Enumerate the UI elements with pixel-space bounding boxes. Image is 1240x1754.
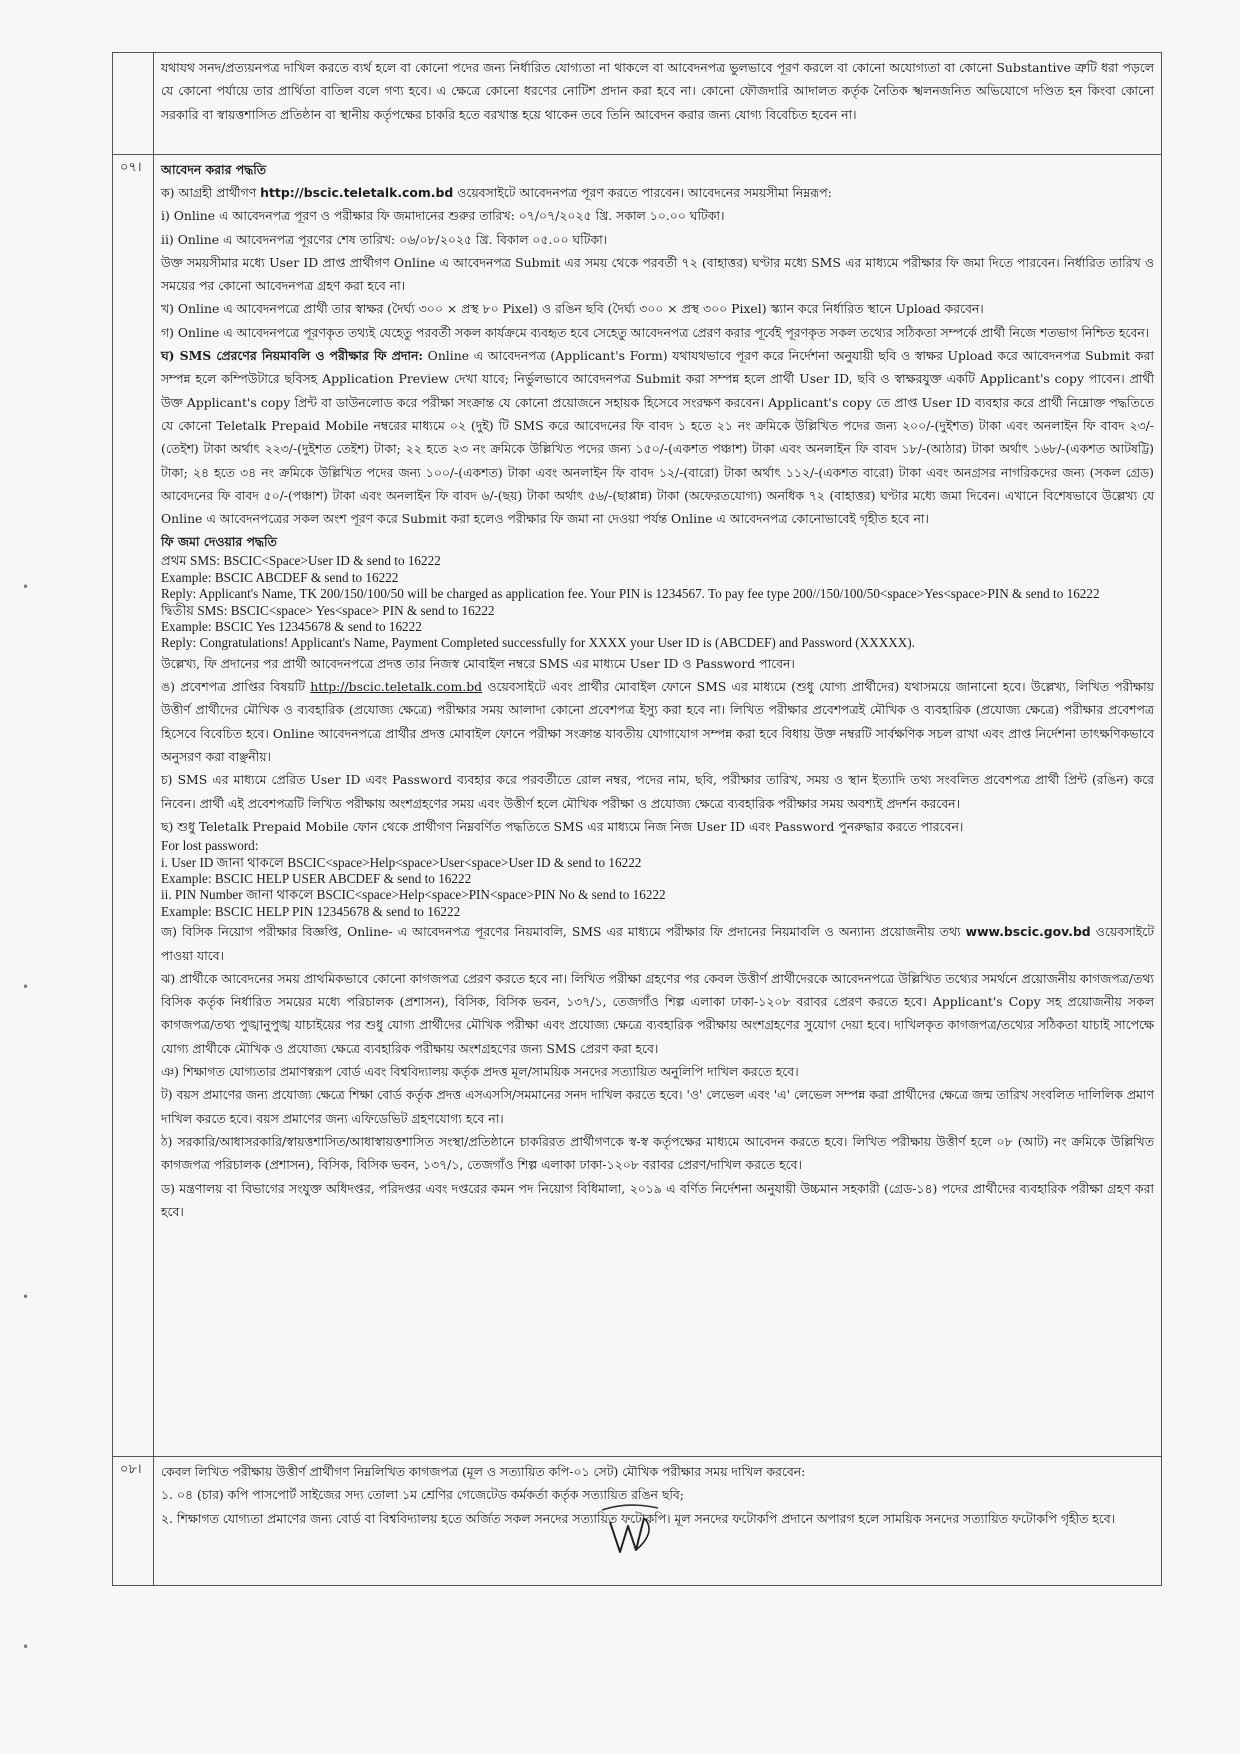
documents-intro: কেবল লিখিত পরীক্ষায় উত্তীর্ণ প্রার্থীগণ নিম্নলিখিত কাগজপত্র (মূল ও সত্যায়িত কপি-০১ সেট) মৌখিক পরীক্ষার সময় দাখিল করবেন: <box>161 1464 806 1479</box>
clause-gha <box>161 344 1154 530</box>
content-cell <box>154 53 1162 155</box>
margin-dot: • <box>22 980 30 994</box>
clause-ta: ট) বয়স প্রমাণের জন্য প্রযোজ্য ক্ষেত্রে শিক্ষা বোর্ড কর্তৃক প্রদত্ত এসএসসি/সমমানের সনদ দাখিল করতে হবে। 'ও' লেভেল এবং 'এ' লেভেল সম্পন্ন করা প্রার্থীদের ক্ষেত্রে জন্ম তারিখ সংবলিত দালিলিক প্রমাণ দাখিল করতে হবে। বয়স প্রমাণের জন্য এফিডেভিট গ্রহণযোগ্য হবে না। <box>161 1087 1154 1126</box>
margin-dot: • <box>22 1290 30 1304</box>
sms1-example: Example: BSCIC ABCDEF & send to 16222 <box>161 569 399 585</box>
password-note: উল্লেখ্য, ফি প্রদানের পর প্রার্থী আবেদনপত্রে প্রদত্ত তার নিজস্ব মোবাইল নম্বরে SMS এর মাধ্যমে User ID ও Password পাবেন। <box>161 655 795 671</box>
deadline-note: উক্ত সময়সীমার মধ্যে User ID প্রাপ্ত প্রার্থীগণ Online এ আবেদনপত্র Submit এর সময় থেকে পরবর্তী ৭২ (বাহাত্তর) ঘণ্টার মধ্যে SMS এর মাধ্যমে পরীক্ষার ফি জমা দিতে পারবেন। নির্ধারিত তারিখ ও সময়ের পর কোনো আবেদনপত্র গ্রহণ করা হবে না। <box>161 254 1154 294</box>
lost-password-title: For lost password: <box>161 838 259 854</box>
table-row <box>113 53 1162 155</box>
clause-ja <box>161 920 1154 967</box>
clause-text: ওয়েবসাইটে এবং প্রার্থীর মোবাইল ফোনে SMS এর মাধ্যমে (শুধু যোগ্য প্রার্থীদের) যথাসময়ে জানানো হবে। উল্লেখ্য, লিখিত পরীক্ষায় উত্তীর্ণ প্রার্থীদের মৌখিক ও ব্যবহারিক (প্রযোজ্য ক্ষেত্রে) পরীক্ষার সময় আলাদা কোনো প্রবেশপত্র ইস্যু করা হবে না। লিখিত পরীক্ষার প্রবেশপত্রই মৌখিক ও ব্যবহারিক (প্রযোজ্য ক্ষেত্রে) পরীক্ষার প্রবেশপত্র হিসেবে বিবেচিত হবে। Online আবেদনপত্রে প্রার্থীর প্রদত্ত মোবাইল ফোনে পরীক্ষা সংক্রান্ত যাবতীয় যোগাযোগ সম্পন্ন করা হবে বিধায় উক্ত নম্বরটি সার্বক্ষণিক সচল রাখা এবং প্রাপ্ত নির্দেশনা তাৎক্ষণিকভাবে অনুসরণ করা বাঞ্ছনীয়। <box>161 679 1154 765</box>
lost-user-id-example: Example: BSCIC HELP USER ABCDEF & send to 16222 <box>161 871 472 887</box>
section-number: ০৮। <box>113 1457 154 1586</box>
sms1-line <box>161 553 1154 569</box>
website-link[interactable]: http://bscic.teletalk.com.bd <box>260 185 454 200</box>
section-number: ০৭। <box>113 155 154 1457</box>
clause-title: ঘ) SMS প্রেরণের নিয়মাবলি ও পরীক্ষার ফি প্রদান: <box>161 348 423 364</box>
sms-format: SMS: BSCIC<Space>User ID & send to 16222 <box>190 553 441 569</box>
clause-text: ওয়েবসাইটে পাওয়া যাবে। <box>161 924 1154 963</box>
lost-user-id-line <box>161 855 1154 871</box>
sms2-reply: Reply: Congratulations! Applicant's Name, Payment Completed successfully for XXXX your User ID is (ABCDEF) and Password (XXXXX). <box>161 635 915 651</box>
clause-nya: ঞ) শিক্ষাগত যোগ্যতার প্রমাণস্বরূপ বোর্ড এবং বিশ্ববিদ্যালয় কর্তৃক প্রদত্ত মূল/সাময়িক সনদের সত্যায়িত অনুলিপি দাখিল করতে হবে। <box>161 1064 799 1080</box>
clause-text: ওয়েবসাইটে আবেদনপত্র পূরণ করতে পারবেন। আবেদনের সময়সীমা নিম্নরূপ: <box>457 185 832 200</box>
sms-ordinal: প্রথম <box>161 553 187 569</box>
lost-pin-example: Example: BSCIC HELP PIN 12345678 & send to 16222 <box>161 903 461 919</box>
clause-text: Online এ আবেদনপত্র (Applicant's Form) যথাযথভাবে পূরণ করে নির্দেশনা অনুযায়ী ছবি ও স্বাক্ষর Upload করে আবেদনপত্র Submit করা সম্পন্ন হলে কম্পিউটারে ছবিসহ Application Preview দেখা যাবে; নির্ভুলভাবে আবেদনপত্র Submit করা সম্পন্ন হলে প্রার্থী User ID, ছবি ও স্বাক্ষরযুক্ত একটি Applicant's copy পাবেন। প্রার্থী উক্ত Applicant's copy প্রিন্ট বা ডাউনলোড করে পরীক্ষা সংক্রান্ত যে কোনো প্রয়োজনে সহায়ক হিসেবে সংরক্ষণ করবেন। Applicant's copy তে প্রাপ্ত User ID ব্যবহার করে প্রার্থী নিম্নোক্ত পদ্ধতিতে যে কোনো Teletalk Prepaid Mobile নম্বরের মাধ্যমে ০২ (দুই) টি SMS করে আবেদনের ফি বাবদ ১ হতে ২১ নং ক্রমিকে উল্লিখিত পদের জন্য ২০০/-(দুইশত) টাকা এবং অনলাইন ফি বাবদ ২৩/-(তেইশ) টাকা অর্থাৎ ২২৩/-(দুইশত তেইশ) টাকা; ২২ হতে ২৩ নং ক্রমিকে উল্লিখিত পদের জন্য ১৫০/-(একশত পঞ্চাশ) টাকা এবং অনলাইন ফি বাবদ ১৮/-(আঠার) টাকা অর্থাৎ ১৬৮/-(একশত আটষট্টি) টাকা; ২৪ হতে ৩৪ নং ক্রমিকে উল্লিখিত পদের জন্য ১০০/-(একশত) টাকা এবং অনলাইন ফি বাবদ ১২/-(বারো) টাকা অর্থাৎ ১১২/-(একশত বারো) টাকা এবং অনগ্রসর নাগরিকদের জন্য (সকল গ্রেড) আবেদনের ফি বাবদ ৫০/-(পঞ্চাশ) টাকা এবং অনলাইন ফি বাবদ ৬/-(ছয়) টাকা অর্থাৎ ৫৬/-(ছাপ্পান্ন) টাকা (অফেরতযোগ্য) অনধিক ৭২ (বাহাত্তর) ঘণ্টার মধ্যে জমা দিবেন। এখানে বিশেষভাবে উল্লেখ্য যে Online এ আবেদনপত্রের সকল অংশ পূরণ করে Submit করা হলেও পরীক্ষার ফি জমা না দেওয়া পর্যন্ত Online এ আবেদনপত্র কোনোভাবেই গৃহীত হবে না। <box>161 348 1154 527</box>
sms-ordinal: দ্বিতীয় <box>161 602 195 618</box>
sms-format: BSCIC<space>Help<space>User<space>User ID & send to 16222 <box>287 854 642 870</box>
sms2-example: Example: BSCIC Yes 12345678 & send to 16222 <box>161 619 422 635</box>
lost-item-condition: জানা থাকলে <box>216 854 285 870</box>
documents-item: ২. শিক্ষাগত যোগ্যতা প্রমাণের জন্য বোর্ড বা বিশ্ববিদ্যালয় হতে অর্জিত সকল সনদের সত্যায়িত ফটোকপি। মূল সনদের ফটোকপি প্রদানে অপারগ হলে সাময়িক সনদের সত্যায়িত ফটোকপি গৃহীত হবে। <box>161 1510 1116 1526</box>
clause-uma <box>161 675 1154 768</box>
start-date-line: i) Online এ আবেদনপত্র পূরণ ও পরীক্ষার ফি জমাদানের শুরুর তারিখ: ০৭/০৭/২০২৫ খ্রি. সকাল ১০.০০ ঘটিকা। <box>161 208 725 224</box>
clause-jha: ঝ) প্রার্থীকে আবেদনের সময় প্রাথমিকভাবে কোনো কাগজপত্র প্রেরণ করতে হবে না। লিখিত পরীক্ষা গ্রহণের পর কেবল উত্তীর্ণ প্রার্থীদেরকে আবেদনপত্রে উল্লিখিত তথ্যের সমর্থনে প্রয়োজনীয় কাগজপত্র/তথ্য বিসিক কর্তৃক নির্ধারিত সময়ের মধ্যে পরিচালক (প্রশাসন), বিসিক, বিসিক ভবন, ১৩৭/১, তেজগাঁও শিল্প এলাকা ঢাকা-১২০৮ বরাবর প্রেরণ করতে হবে। Applicant's Copy সহ প্রয়োজনীয় সকল কাগজপত্র/তথ্য পুঙ্খানুপুঙ্খ যাচাইয়ের পর শুধু যোগ্য প্রার্থীদের মৌখিক পরীক্ষা এবং প্রযোজ্য ক্ষেত্রে ব্যবহারিক পরীক্ষায় অংশগ্রহণের সুযোগ দেয়া হবে। দাখিলকৃত কাগজপত্র/তথ্যের সঠিকতা যাচাই সাপেক্ষে যোগ্য প্রার্থীকে মৌখিক ও প্রযোজ্য ক্ষেত্রে ব্যবহারিক পরীক্ষায় অংশগ্রহণের জন্য SMS প্রেরণ করা হবে। <box>161 970 1154 1056</box>
lost-pin-line <box>161 887 1154 903</box>
intro-paragraph: যথাযথ সনদ/প্রত্যয়নপত্র দাখিল করতে ব্যর্থ হলে বা কোনো পদের জন্য নির্ধারিত যোগ্যতা না থাকলে বা আবেদনপত্র ভুলভাবে পূরণ করলে বা কোনো অযোগ্যতা বা কোনো Substantive ত্রুটি ধরা পড়লে যে কোনো পর্যায়ে তার প্রার্থিতা বাতিল বলে গণ্য হবে। এ ক্ষেত্রে কোনো ধরণের নোটিশ প্রদান করা হবে না। কোনো ফৌজদারি আদালত কর্তৃক নৈতিক স্খলনজনিত অভিযোগে দণ্ডিত হন কিংবা কোনো সরকারি বা স্বায়ত্তশাসিত প্রতিষ্ঠান বা স্থানীয় কর্তৃপক্ষের চাকরি হতে বরখাস্ত হয়ে থাকেন তবে তিনি আবেদন করার জন্য যোগ্য বিবেচিত হবেন না। <box>161 60 1154 122</box>
sms2-line <box>161 603 1154 619</box>
section-heading: আবেদন করার পদ্ধতি <box>161 162 267 177</box>
sms-format: BSCIC<space>Help<space>PIN<space>PIN No & send to 16222 <box>316 887 666 903</box>
clause-text: ক) আগ্রহী প্রার্থীগণ <box>161 185 257 200</box>
content-cell <box>154 155 1162 1457</box>
end-date-line: ii) Online এ আবেদনপত্র পূরণের শেষ তারিখ: ০৬/০৮/২০২৫ খ্রি. বিকাল ০৫.০০ ঘটিকা। <box>161 231 608 247</box>
margin-dot: • <box>22 1640 30 1654</box>
fee-method-heading: ফি জমা দেওয়ার পদ্ধতি <box>161 534 277 550</box>
lost-item-condition: জানা থাকলে <box>245 887 314 903</box>
clause-chha: ছ) শুধু Teletalk Prepaid Mobile ফোন থেকে প্রার্থীগণ নিম্নবর্ণিত পদ্ধতিতে SMS এর মাধ্যমে নিজ নিজ User ID এবং Password পুনরুদ্ধার করতে পারবেন। <box>161 818 964 834</box>
documents-item: ১. ০৪ (চার) কপি পাসপোর্ট সাইজের সদ্য তোলা ১ম শ্রেণির গেজেটেড কর্মকর্তা কর্তৃক সত্যায়িত রঙিন ছবি; <box>161 1487 684 1503</box>
clause-ga: গ) Online এ আবেদনপত্রে পূরণকৃত তথ্যই যেহেতু পরবর্তী সকল কার্যক্রমে ব্যবহৃত হবে সেহেতু আবেদনপত্র প্রেরণ করার পূর্বেই পূরণকৃত সকল তথ্যের সঠিকতা সম্পর্কে প্রার্থী নিজে শতভাগ নিশ্চিত হবেন। <box>161 324 1150 340</box>
clause-kha: খ) Online এ আবেদনপত্রে প্রার্থী তার স্বাক্ষর (দৈর্ঘ্য ৩০০ × প্রস্থ ৮০ Pixel) ও রঙিন ছবি (দৈর্ঘ্য ৩০০ × প্রস্থ ৩০০ Pixel) স্ক্যান করে নির্ধারিত স্থানে Upload করবেন। <box>161 301 984 317</box>
clause-da: ড) মন্ত্রণালয় বা বিভাগের সংযুক্ত অধিদপ্তর, পরিদপ্তর এবং দপ্তরের কমন পদ নিয়োগ বিধিমালা, ২০১৯ এ বর্ণিত নির্দেশনা অনুযায়ী উচ্চমান সহকারী (গ্রেড-১৪) পদের প্রার্থীদের ব্যবহারিক পরীক্ষা গ্রহণ করা হবে। <box>161 1180 1154 1219</box>
margin-dot: • <box>22 580 30 594</box>
clause-tha: ঠ) সরকারি/আধাসরকারি/স্বায়ত্তশাসিত/আধাস্বায়ত্তশাসিত সংস্থা/প্রতিষ্ঠানে চাকরিরত প্রার্থীগণকে স্ব-স্ব কর্তৃপক্ষের মাধ্যমে আবেদন করতে হবে। লিখিত পরীক্ষায় উত্তীর্ণ হলে ০৮ (আট) নং ক্রমিকে উল্লিখিত কাগজপত্র পরিচালক (প্রশাসন), বিসিক, বিসিক ভবন, ১৩৭/১, তেজগাঁও শিল্প এলাকা ঢাকা-১২০৮ বরাবর প্রেরণ/দাখিল করতে হবে। <box>161 1133 1154 1173</box>
clause-text: জ) বিসিক নিয়োগ পরীক্ষার বিজ্ঞপ্তি, Online- এ আবেদনপত্র পূরণের নিয়মাবলি, SMS এর মাধ্যমে পরীক্ষার ফি প্রদানের নিয়মাবলি ও অন্যান্য প্রয়োজনীয় তথ্য <box>161 924 961 940</box>
sms1-reply: Reply: Applicant's Name, TK 200/150/100/50 will be charged as application fee. Your PIN is 1234567. To pay fee type 200//150/100/50<space>Yes<space>PIN & send to 16222 <box>161 586 1100 602</box>
signature-mark <box>600 1500 660 1560</box>
instructions-table <box>112 52 1162 1586</box>
clause-ka <box>161 181 1154 204</box>
lost-item-label: i. User ID <box>161 854 214 870</box>
row-number-cell <box>113 53 154 155</box>
website-link[interactable]: http://bscic.teletalk.com.bd <box>310 679 483 695</box>
website-link[interactable]: www.bscic.gov.bd <box>965 924 1091 940</box>
sms-format: SMS: BSCIC<space> Yes<space> PIN & send to 16222 <box>197 602 495 618</box>
table-row <box>113 155 1162 1457</box>
clause-text: ঙ) প্রবেশপত্র প্রাপ্তির বিষয়টি <box>161 679 305 695</box>
clause-cha: চ) SMS এর মাধ্যমে প্রেরিত User ID এবং Password ব্যবহার করে পরবর্তীতে রোল নম্বর, পদের নাম, ছবি, পরীক্ষার তারিখ, সময় ও স্থান ইত্যাদি তথ্য সংবলিত প্রবেশপত্র প্রার্থী প্রিন্ট (রঙিন) করে নিবেন। প্রার্থী এই প্রবেশপত্রটি লিখিত পরীক্ষায় অংশগ্রহণের সময় এবং উত্তীর্ণ হলে মৌখিক পরীক্ষা ও প্রযোজ্য ক্ষেত্রে ব্যবহারিক পরীক্ষার সময় অবশ্যই প্রদর্শন করবেন। <box>161 772 1155 811</box>
lost-item-label: ii. PIN Number <box>161 887 243 903</box>
